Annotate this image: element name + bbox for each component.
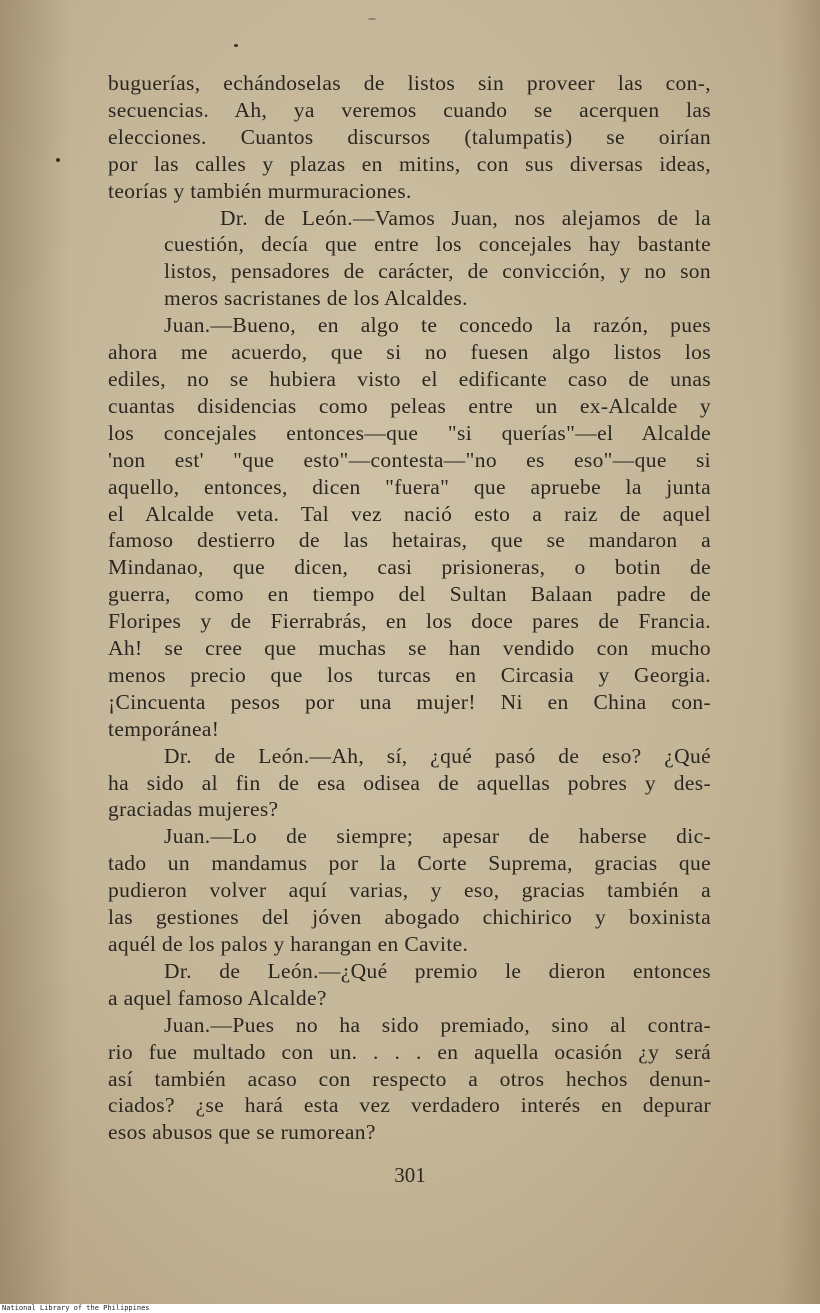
text-line: secuencias. Ah, ya veremos cuando se acerquen las (108, 97, 711, 122)
paragraph-5 (108, 823, 711, 958)
text-line: Ah! se cree que muchas se han vendido con mucho (108, 636, 711, 661)
text-line: Dr. de León.—¿Qué premio le dieron entonces (164, 958, 711, 983)
text-line: ciados? ¿se hará esta vez verdadero interés en depurar (108, 1093, 711, 1118)
page-number: 301 (394, 1163, 426, 1187)
text-line: famoso destierro de las hetairas, que se mandaron a (108, 528, 711, 553)
text-line: ediles, no se hubiera visto el edificante caso de unas (108, 366, 711, 391)
text-line: aquél de los palos y harangan en Cavite. (108, 932, 469, 956)
text-line: aquello, entonces, dicen "fuera" que apruebe la junta (108, 474, 711, 499)
text-line: a aquel famoso Alcalde? (108, 985, 327, 1010)
text-line: Floripes y de Fierrabrás, en los doce pares de Francia. (108, 609, 711, 634)
text-line: así también acaso con respecto a otros hechos denun- (108, 1066, 711, 1091)
text-line: Dr. de León.—Ah, sí, ¿qué pasó de eso? ¿Qué (164, 743, 711, 768)
text-line: las gestiones del jóven abogado chichirico y boxinista (108, 905, 711, 930)
text-line: teorías y también murmuraciones. (108, 178, 412, 203)
paragraph-6 (108, 958, 711, 1012)
text-line: Juan.—Lo de siempre; apesar de haberse dic- (164, 824, 711, 849)
text-line: menos precio que los turcas en Circasia y Georgia. (108, 662, 711, 687)
text-line: esos abusos que se rumorean? (108, 1120, 376, 1145)
paragraph-1 (108, 70, 711, 205)
text-line: tado un mandamus por la Corte Suprema, gracias que (108, 851, 711, 876)
paragraph-3 (108, 312, 711, 743)
paragraph-2 (108, 205, 711, 313)
text-line: Juan.—Pues no ha sido premiado, sino al contra- (164, 1012, 711, 1037)
text-line: ha sido al fin de esa odisea de aquellas pobres y des- (108, 770, 711, 795)
text-line: ahora me acuerdo, que si no fuesen algo listos los (108, 340, 711, 365)
text-line: guerra, como en tiempo del Sultan Balaan padre de (108, 582, 711, 607)
text-line: rio fue multado con un. . . . en aquella ocasión ¿y será (108, 1039, 711, 1064)
text-line: buguerías, echándoselas de listos sin proveer las con-, (108, 71, 711, 95)
text-line: Dr. de León.—Vamos Juan, nos alejamos de la (220, 205, 711, 230)
text-line: Mindanao, que dicen, casi prisioneras, o botin de (108, 555, 711, 580)
text-line: Juan.—Bueno, en algo te concedo la razón, pues (164, 313, 711, 338)
text-line: listos, pensadores de carácter, de convicción, y no son (164, 259, 711, 284)
paper-speck (234, 44, 238, 47)
paragraph-4 (108, 743, 711, 824)
text-line: los concejales entonces—que "si querías"—el Alcalde (108, 420, 711, 445)
text-line: graciadas mujeres? (108, 797, 279, 822)
paper-speck (56, 158, 60, 162)
text-line: ¡Cincuenta pesos por una mujer! Ni en China con- (108, 689, 711, 714)
text-line: meros sacristanes de los Alcaldes. (164, 286, 468, 311)
text-line: pudieron volver aquí varias, y eso, gracias también a (108, 878, 711, 903)
text-line: elecciones. Cuantos discursos (talumpatis) se oirían (108, 124, 711, 149)
text-line: por las calles y plazas en mitins, con sus diversas ideas, (108, 151, 711, 176)
text-line: cuantas disidencias como peleas entre un ex-Alcalde y (108, 393, 711, 418)
text-line: temporánea! (108, 716, 220, 741)
library-footer: National Library of the Philippines (2, 1304, 150, 1312)
body-text (108, 70, 711, 1146)
paragraph-7 (108, 1012, 711, 1147)
paper-speck (368, 18, 376, 20)
text-line: 'non est' "que esto"—contesta—"no es eso"—que si (108, 447, 711, 472)
text-line: cuestión, decía que entre los concejales hay bastante (164, 232, 711, 257)
text-line: el Alcalde veta. Tal vez nació esto a raiz de aquel (108, 501, 711, 526)
